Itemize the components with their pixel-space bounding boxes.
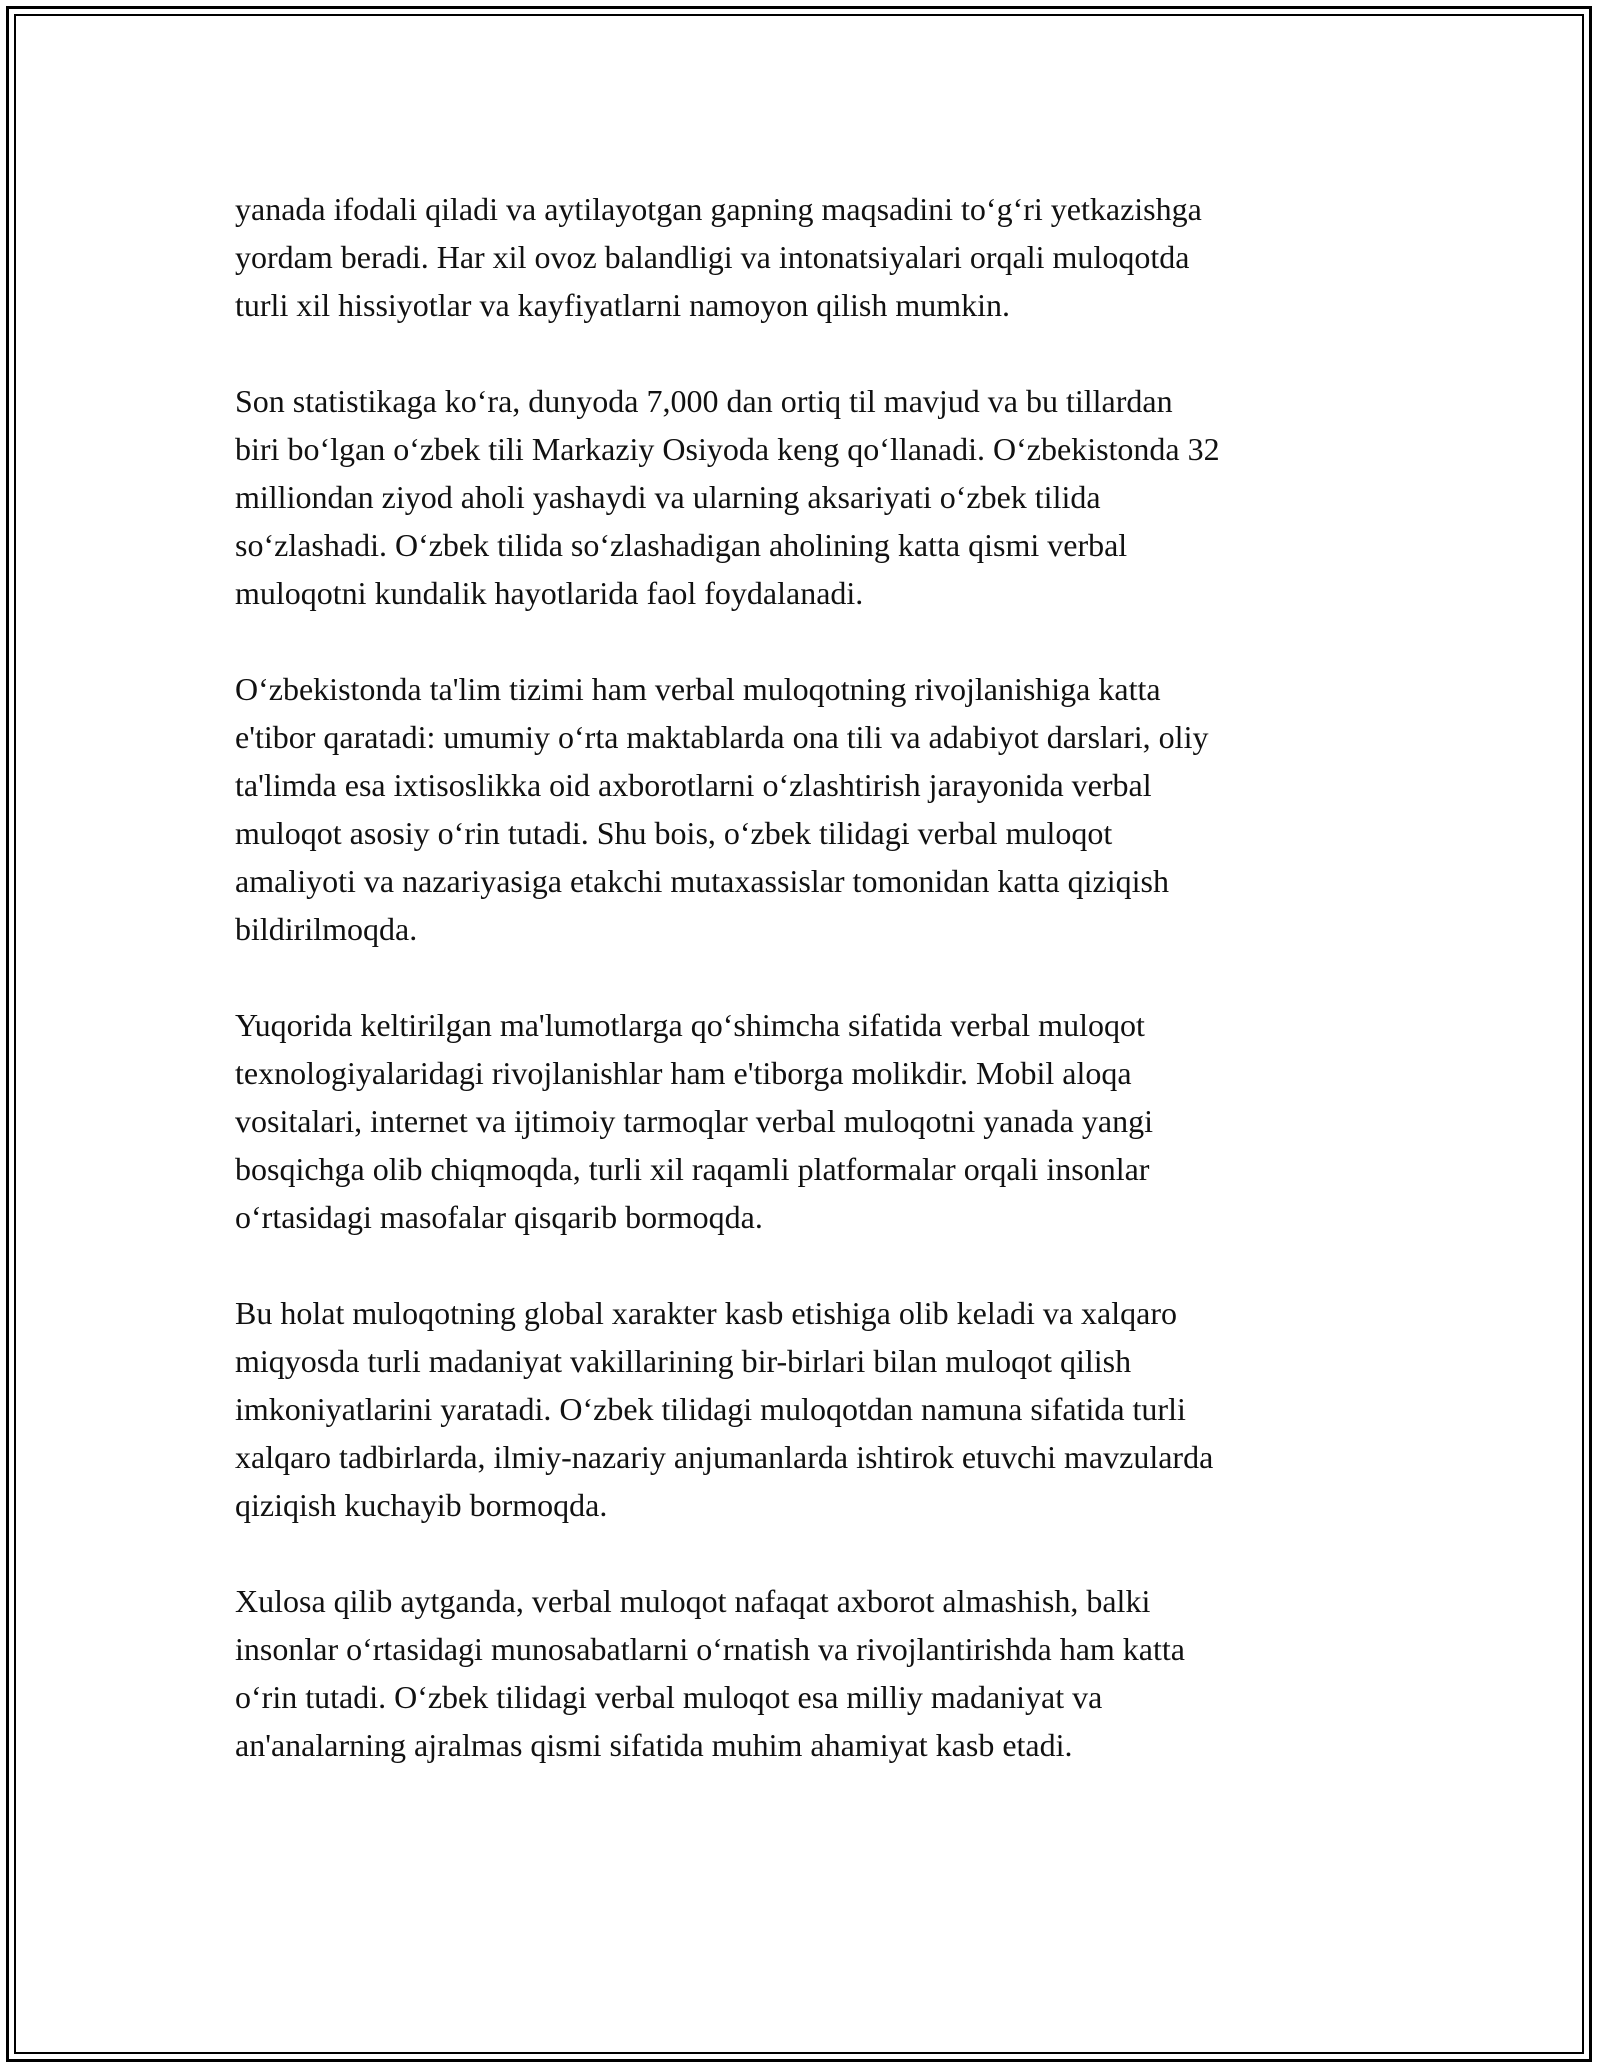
text-line: imkoniyatlarini yaratadi. O‘zbek tilidagi muloqotdan namuna sifatida turli [235,1391,1186,1427]
text-line: amaliyoti va nazariyasiga etakchi mutaxassislar tomonidan katta qiziqish [235,863,1169,899]
paragraph-1 [235,185,1405,329]
text-line: insonlar o‘rtasidagi munosabatlarni o‘rnatish va rivojlantirishda ham katta [235,1631,1185,1667]
text-line: o‘rtasidagi masofalar qisqarib bormoqda. [235,1199,763,1235]
text-line: Yuqorida keltirilgan ma'lumotlarga qo‘shimcha sifatida verbal muloqot [235,1007,1145,1043]
text-line: turli xil hissiyotlar va kayfiyatlarni namoyon qilish mumkin. [235,287,1011,323]
paragraph-2 [235,377,1405,617]
paragraph-6 [235,1577,1405,1769]
text-line: bildirilmoqda. [235,911,418,947]
text-line: so‘zlashadi. O‘zbek tilida so‘zlashadigan aholining katta qismi verbal [235,527,1128,563]
paragraph-5 [235,1289,1405,1529]
text-line: yanada ifodali qiladi va aytilayotgan gapning maqsadini to‘g‘ri yetkazishga [235,191,1202,227]
text-line: milliondan ziyod aholi yashaydi va ularning aksariyati o‘zbek tilida [235,479,1101,515]
text-line: muloqotni kundalik hayotlarida faol foydalanadi. [235,575,864,611]
text-line: texnologiyalaridagi rivojlanishlar ham e'tiborga molikdir. Mobil aloqa [235,1055,1132,1091]
text-line: muloqot asosiy o‘rin tutadi. Shu bois, o‘zbek tilidagi verbal muloqot [235,815,1113,851]
text-line: O‘zbekistonda ta'lim tizimi ham verbal muloqotning rivojlanishiga katta [235,671,1161,707]
text-line: qiziqish kuchayib bormoqda. [235,1487,608,1523]
text-line: o‘rin tutadi. O‘zbek tilidagi verbal muloqot esa milliy madaniyat va [235,1679,1103,1715]
text-line: bosqichga olib chiqmoqda, turli xil raqamli platformalar orqali insonlar [235,1151,1150,1187]
text-line: vositalari, internet va ijtimoiy tarmoqlar verbal muloqotni yanada yangi [235,1103,1153,1139]
paragraph-3 [235,665,1405,953]
text-line: ta'limda esa ixtisoslikka oid axborotlarni o‘zlashtirish jarayonida verbal [235,767,1152,803]
text-line: xalqaro tadbirlarda, ilmiy-nazariy anjumanlarda ishtirok etuvchi mavzularda [235,1439,1214,1475]
text-line: miqyosda turli madaniyat vakillarining bir-birlari bilan muloqot qilish [235,1343,1132,1379]
text-line: Bu holat muloqotning global xarakter kasb etishiga olib keladi va xalqaro [235,1295,1177,1331]
document-body [235,185,1405,1817]
paragraph-4 [235,1001,1405,1241]
text-line: yordam beradi. Har xil ovoz balandligi va intonatsiyalari orqali muloqotda [235,239,1190,275]
text-line: e'tibor qaratadi: umumiy o‘rta maktablarda ona tili va adabiyot darslari, oliy [235,719,1209,755]
text-line: biri bo‘lgan o‘zbek tili Markaziy Osiyoda keng qo‘llanadi. O‘zbekistonda 32 [235,431,1220,467]
text-line: Xulosa qilib aytganda, verbal muloqot nafaqat axborot almashish, balki [235,1583,1151,1619]
text-line: Son statistikaga ko‘ra, dunyoda 7,000 dan ortiq til mavjud va bu tillardan [235,383,1173,419]
text-line: an'analarning ajralmas qismi sifatida muhim ahamiyat kasb etadi. [235,1727,1073,1763]
